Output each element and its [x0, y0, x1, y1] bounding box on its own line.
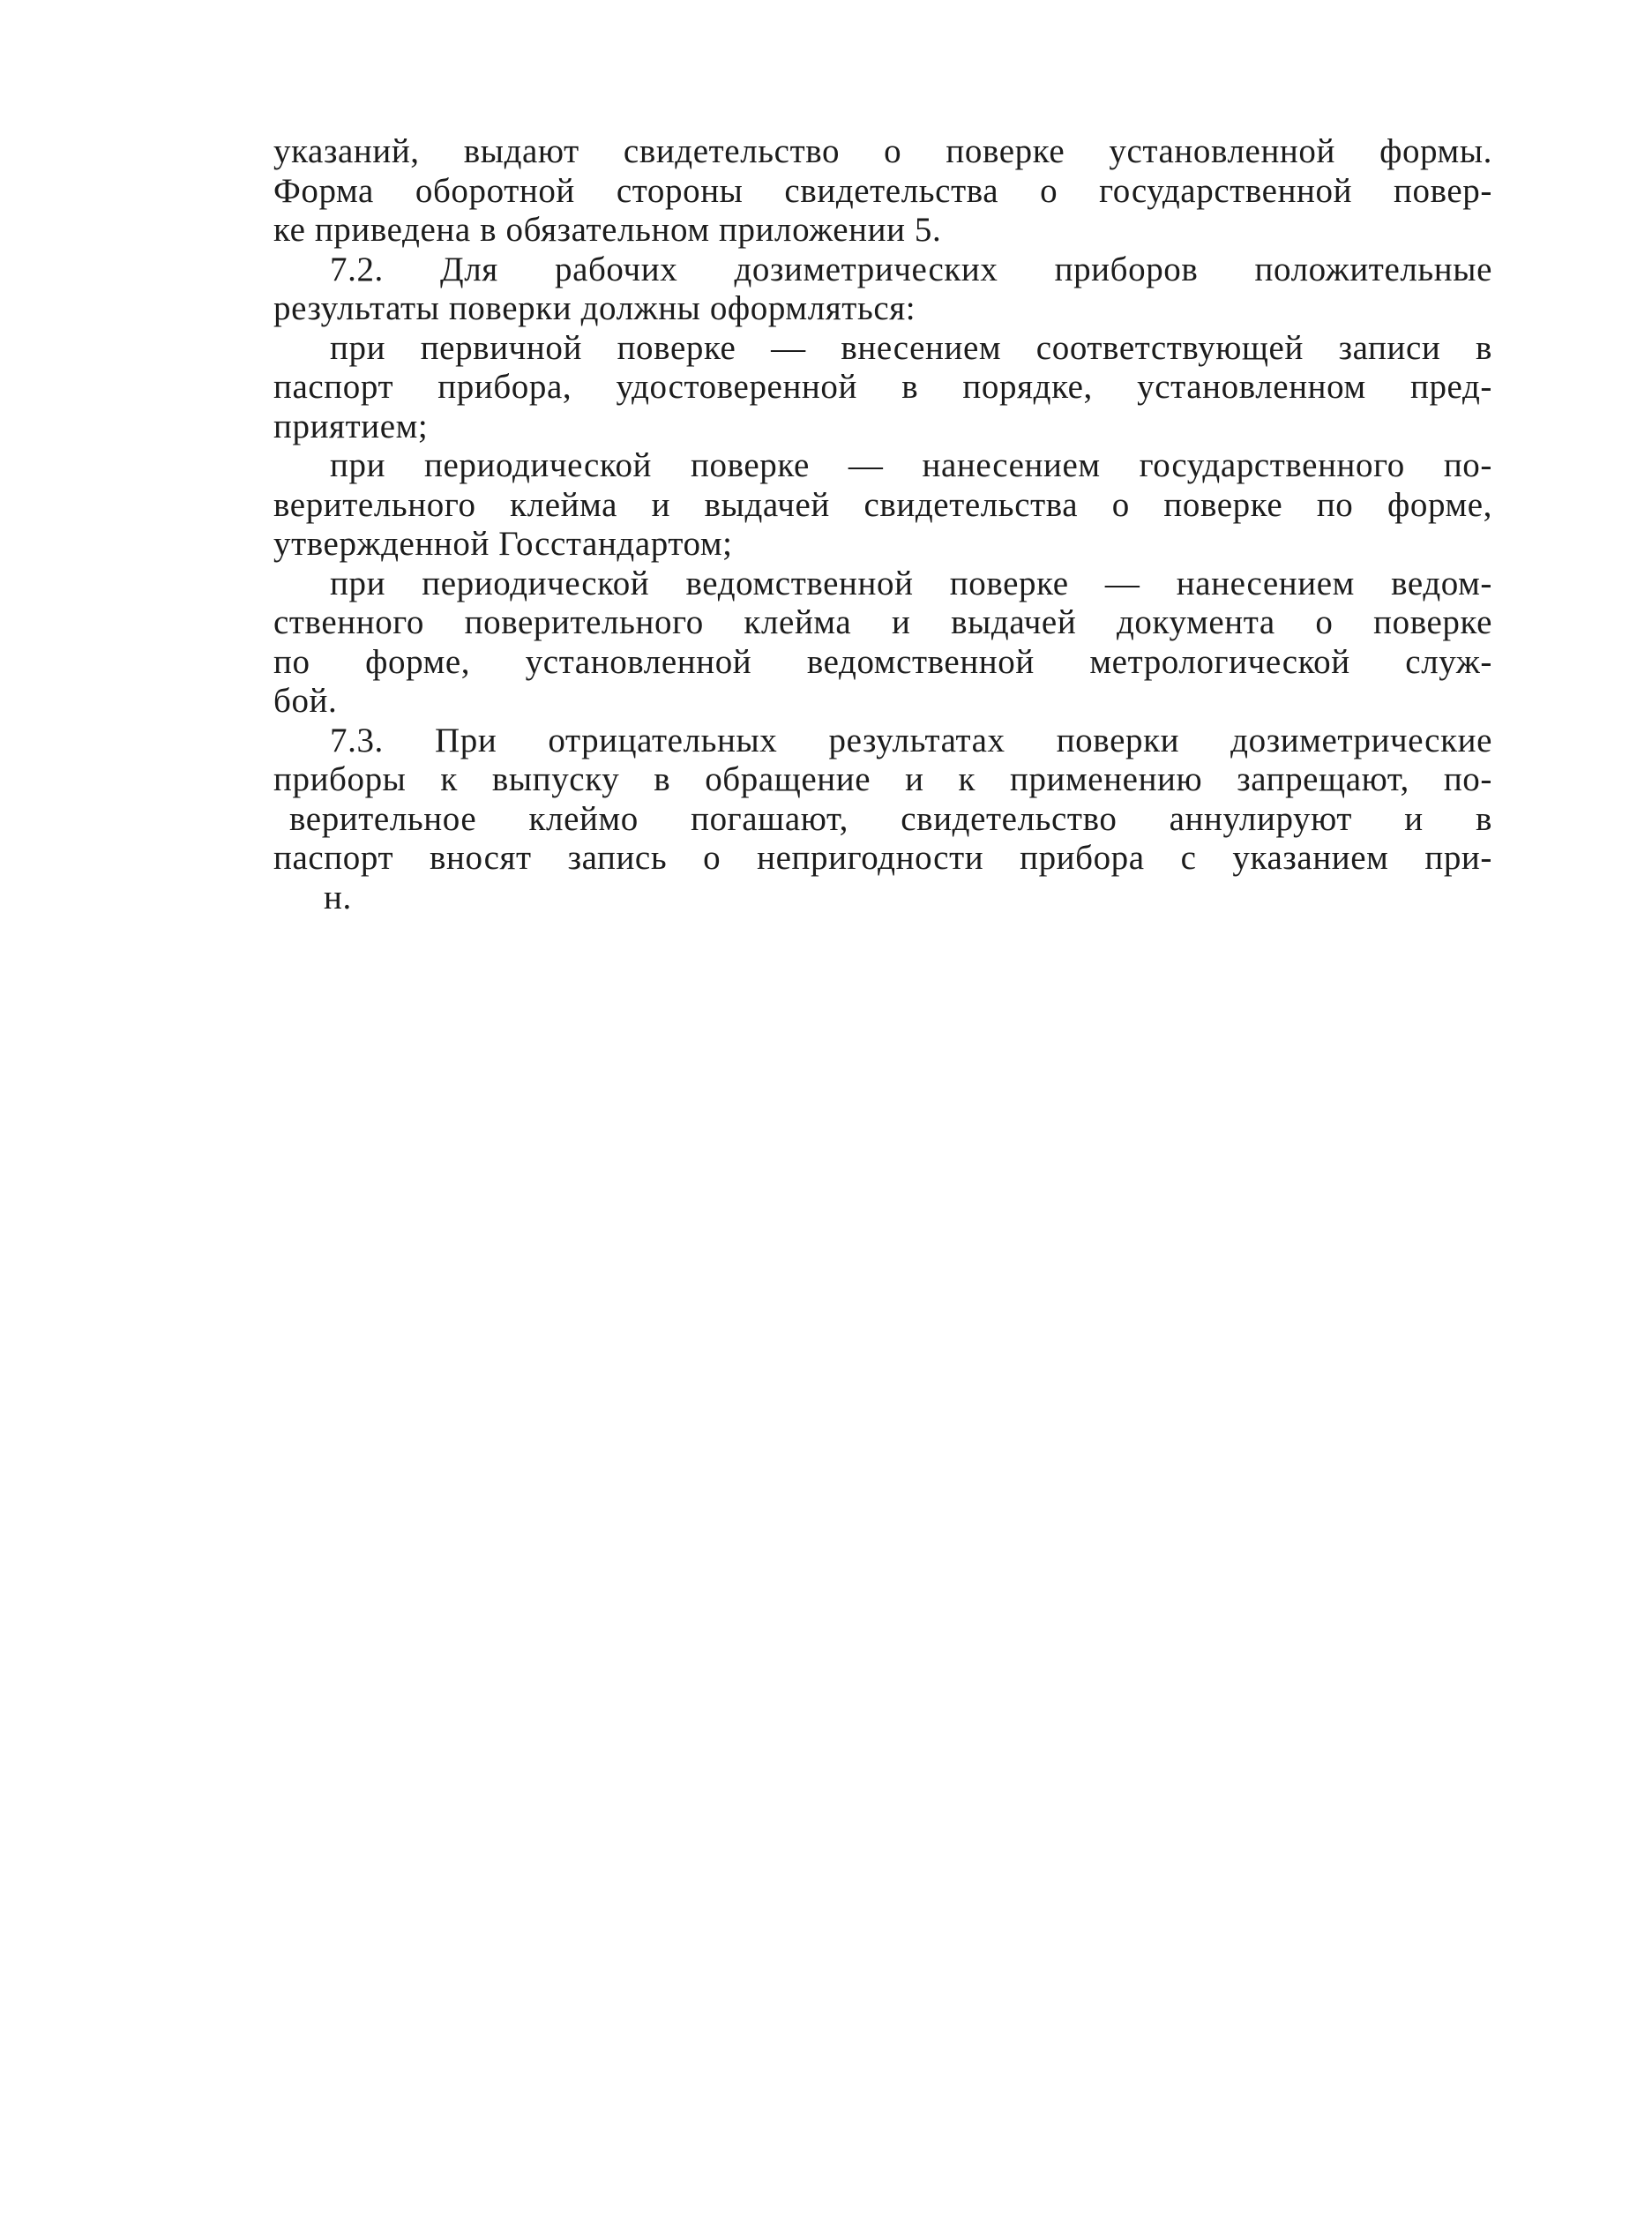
text-line: паспорт прибора, удостоверенной в порядке, установленном пред-: [273, 368, 1492, 406]
text-line: верительного клейма и выдачей свидетельства о поверке по форме,: [273, 485, 1492, 524]
text-line: ственного поверительного клейма и выдачей документа о поверке: [273, 603, 1492, 641]
text-line: результаты поверки должны оформляться:: [273, 289, 916, 327]
text-line: верительное клеймо погашают, свидетельство аннулируют и в: [289, 799, 1492, 838]
text-line: Форма оборотной стороны свидетельства о государственной повер-: [273, 171, 1492, 210]
text-line: н.: [324, 878, 352, 916]
text-line: бой.: [273, 682, 338, 720]
text-line: указаний, выдают свидетельство о поверке установленной формы.: [273, 132, 1492, 170]
paragraph-7-3-start: 7.3. При отрицательных результатах поверки дозиметрические: [330, 721, 1492, 759]
paragraph-7-2-start: 7.2. Для рабочих дозиметрических приборов положительные: [330, 250, 1492, 288]
text-line: утвержденной Госстандартом;: [273, 525, 733, 563]
text-line: приятием;: [273, 407, 429, 445]
text-line: приборы к выпуску в обращение и к применению запрещают, по-: [273, 760, 1492, 798]
text-line: ке приведена в обязательном приложении 5.: [273, 211, 942, 249]
text-line: паспорт вносят запись о непригодности прибора с указанием при-: [273, 839, 1492, 877]
text-line: по форме, установленной ведомственной метрологической служ-: [273, 642, 1492, 681]
text-line: при периодической поверке — нанесением государственного по-: [330, 446, 1492, 484]
body-text: [273, 132, 1492, 917]
text-line: при периодической ведомственной поверке — нанесением ведом-: [330, 564, 1492, 602]
text-line: при первичной поверке — внесением соответствующей записи в: [330, 328, 1492, 367]
